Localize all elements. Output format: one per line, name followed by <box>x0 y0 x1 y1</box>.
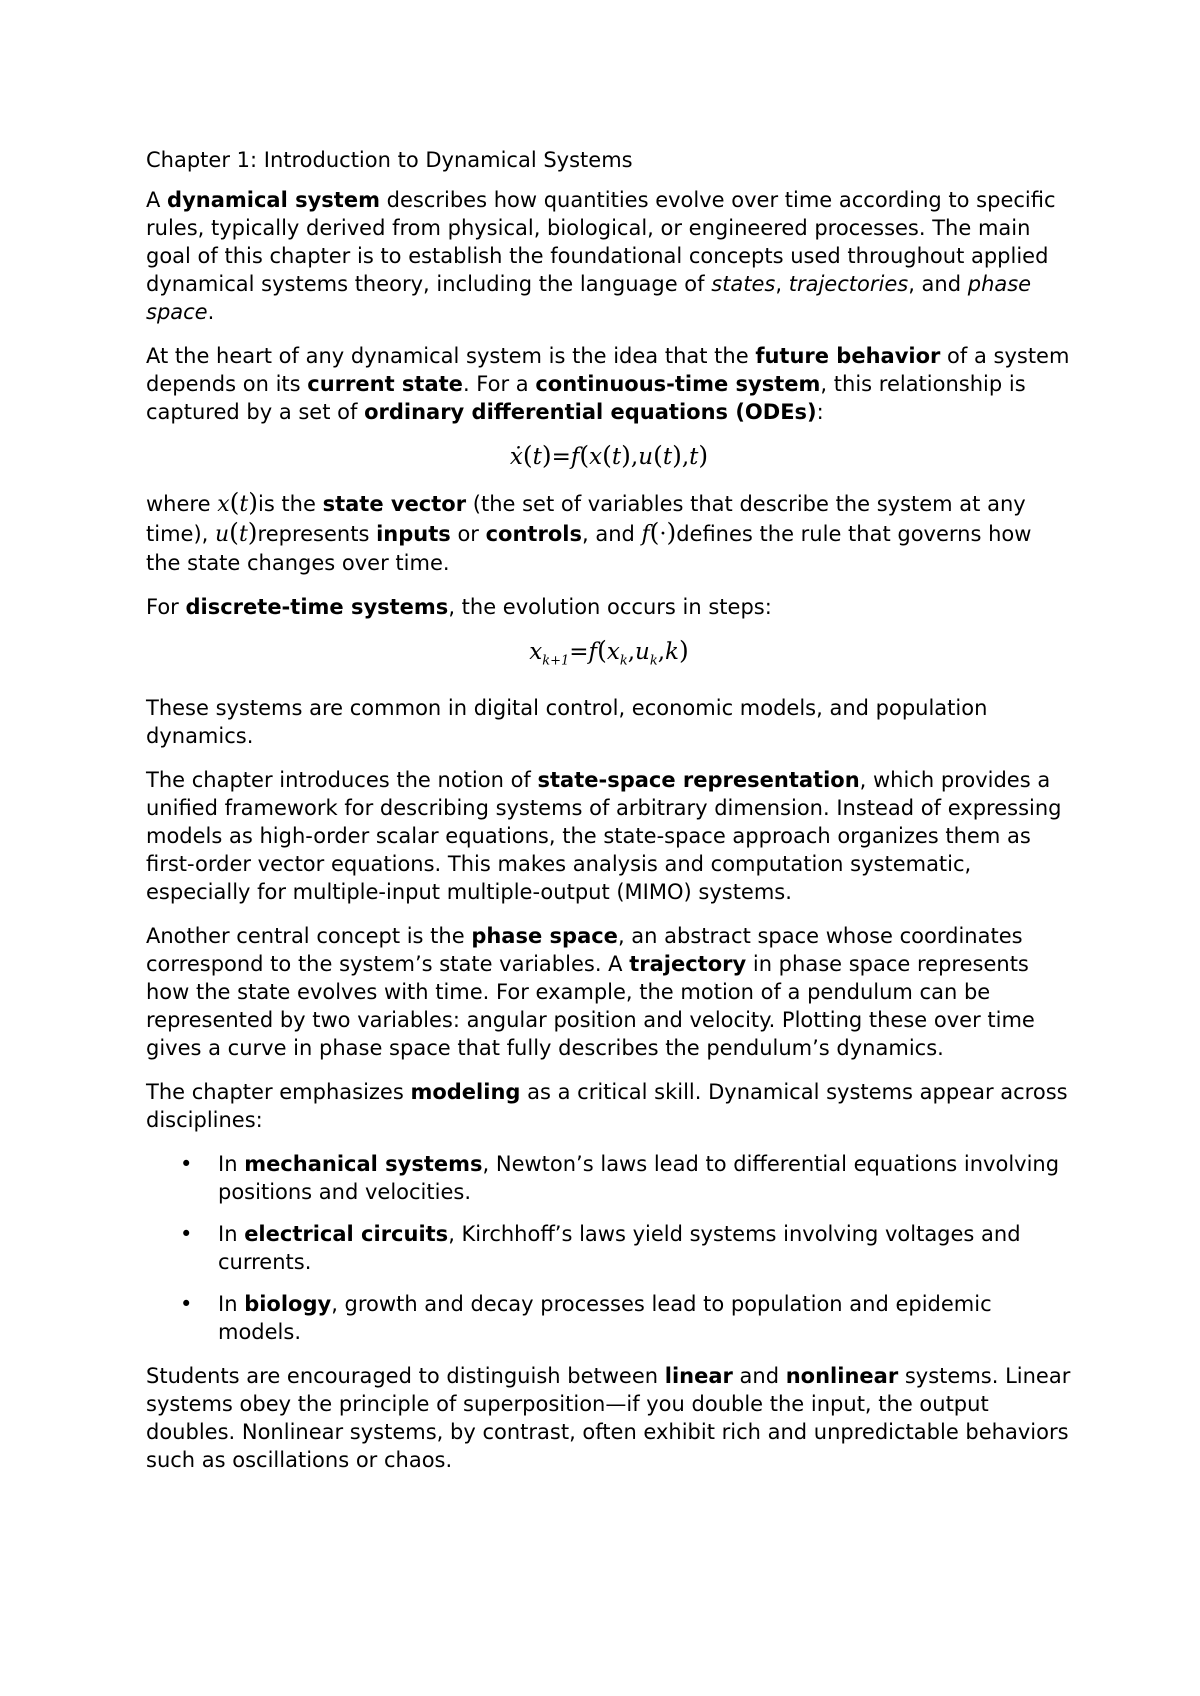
list-item: • In biology, growth and decay processes lead to population and epidemic models. <box>180 1291 992 1344</box>
paragraph-linear-nonlinear: Students are encouraged to distinguish between linear and nonlinear systems. Linear systems obey the principle of superposition—if you double the input, the output doubles. Nonlinear systems, by contrast, often exhibit rich and unpredictable behaviors such as oscillations or chaos. <box>146 1363 1071 1472</box>
paragraph-phase-space: Another central concept is the phase space, an abstract space whose coordinates correspond to the system’s state variables. A trajectory in phase space represents how the state evolves with time. For example, the motion of a pendulum can be represented by two variables: angular position and velocity. Plotting these over time gives a curve in phase space that fully describes the pendulum’s dynamics. <box>146 923 1035 1060</box>
equation-discrete: $x_{k+1}=f(x_k,u_k,k)$ <box>529 636 689 669</box>
paragraph-discrete-applications: These systems are common in digital control, economic models, and population dynamics. <box>146 695 988 748</box>
paragraph-continuous-time: At the heart of any dynamical system is the idea that the future behavior of a system depends on its current state. For a continuous-time system, this relationship is captured by a set of ordinary differential equations (ODEs): <box>146 344 1070 424</box>
paragraph-discrete-time: For discrete-time systems, the evolution occurs in steps: <box>146 595 772 619</box>
bullet-icon: • <box>180 1221 193 1246</box>
paragraph-intro: A dynamical system describes how quantities evolve over time according to specific rules, typically derived from physical, biological, or engineered processes. The main goal of this chapter is to establish the foundational concepts used throughout applied dynamical systems theory, including the language of states, trajectories, and phase space. <box>146 188 1056 324</box>
bullet-icon: • <box>180 1151 193 1176</box>
paragraph-modeling: The chapter emphasizes modeling as a critical skill. Dynamical systems appear across disciplines: <box>146 1079 1068 1132</box>
list-item: • In electrical circuits, Kirchhoff’s laws yield systems involving voltages and currents. <box>180 1221 1021 1274</box>
bullet-icon: • <box>180 1291 193 1316</box>
paragraph-state-vector: where x(t)is the state vector (the set of variables that describe the system at any time), u(t)represents inputs or controls, and f(·)defines the rule that governs how the state changes over time. <box>146 488 1032 575</box>
equation-continuous: ẋ(t)=f(x(t),u(t),t) <box>509 441 709 470</box>
discipline-list <box>146 1150 1072 1346</box>
paragraph-state-space: The chapter introduces the notion of state-space representation, which provides a unified framework for describing systems of arbitrary dimension. Instead of expressing models as high-order scalar equations, the state-space approach organizes them as first-order vector equations. This makes analysis and computation systematic, especially for multiple-input multiple-output (MIMO) systems. <box>146 767 1062 904</box>
list-item: • In mechanical systems, Newton’s laws lead to differential equations involving positions and velocities. <box>180 1151 1060 1204</box>
chapter-title: Chapter 1: Introduction to Dynamical Systems <box>146 148 633 172</box>
